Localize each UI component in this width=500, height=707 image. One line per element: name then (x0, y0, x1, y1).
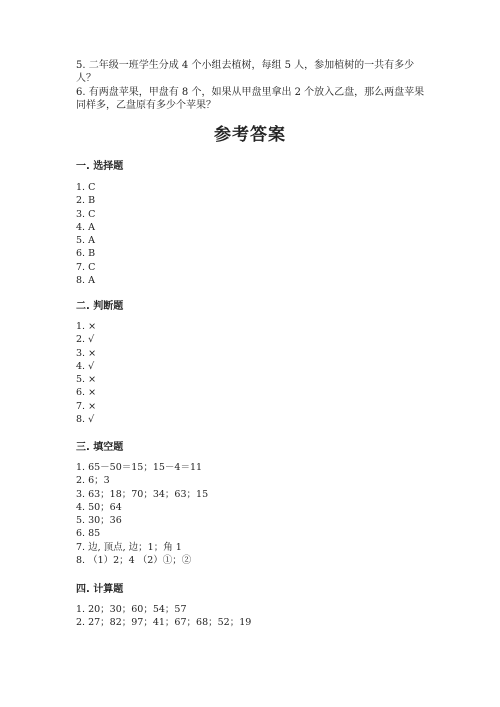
answer-item: 1. × (76, 321, 97, 332)
judgement-answers-list (76, 320, 96, 426)
section-heading-judgement: 二. 判断题 (76, 301, 124, 312)
answer-item: 1. 65－50＝15；15－4＝11 (76, 462, 203, 473)
answer-item: 2. B (76, 195, 96, 207)
answer-item: 4. √ (76, 360, 95, 372)
answer-item: 5. × (76, 374, 97, 386)
choice-answers-list (76, 181, 95, 287)
problem-6: 6. 有两盘苹果，甲盘有 8 个，如果从甲盘里拿出 2 个放入乙盘，那么两盘苹果同样多，乙盘原有多少个苹果？ (76, 87, 425, 111)
answer-item: 6. B (76, 248, 96, 260)
answer-item: 8. （1）2；4 （2）①；② (76, 555, 192, 567)
section-heading-fill-in: 三. 填空题 (76, 442, 124, 453)
problem-5: 5. 二年级一班学生分成 4 个小组去植树，每组 5 人，参加植树的一共有多少人？ (76, 60, 415, 84)
answer-item: 6. 85 (76, 528, 101, 540)
answer-item: 4. A (76, 221, 95, 233)
answer-item: 5. 30；36 (76, 515, 122, 527)
answer-item: 3. C (76, 208, 96, 220)
answer-item: 7. C (76, 261, 96, 273)
answer-item: 3. × (76, 347, 97, 359)
answer-item: 2. √ (76, 334, 95, 346)
answer-item: 1. 20；30；60；54；57 (76, 604, 187, 615)
answer-item: 7. × (76, 400, 97, 412)
fill-in-answers-list (76, 461, 208, 567)
answer-item: 3. 63；18；70；34；63；15 (76, 488, 209, 500)
answer-item: 2. 6；3 (76, 475, 110, 487)
answer-item: 4. 50；64 (76, 501, 122, 513)
section-heading-calculation: 四. 计算题 (76, 584, 124, 595)
answer-item: 7. 边, 顶点, 边；1；角 1 (76, 541, 182, 553)
answer-key-title: 参考答案 (214, 125, 286, 145)
answer-item: 8. √ (76, 414, 95, 426)
answer-item: 8. A (76, 275, 95, 287)
answer-item: 6. × (76, 387, 97, 399)
section-heading-choice: 一. 选择题 (76, 161, 124, 172)
answer-item: 5. A (76, 235, 95, 247)
answer-item: 1. C (76, 182, 96, 193)
answer-item: 2. 27；82；97；41；67；68；52；19 (76, 617, 252, 629)
calculation-answers-list (76, 603, 251, 630)
